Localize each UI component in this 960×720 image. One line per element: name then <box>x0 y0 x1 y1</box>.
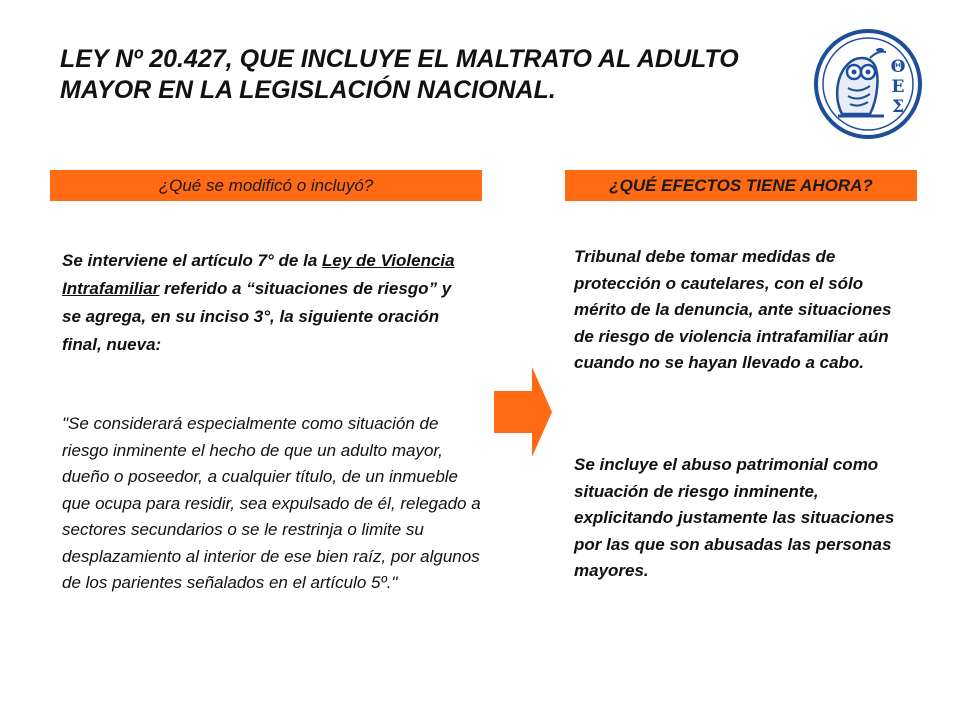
ley-violencia-intrafamiliar-link[interactable]: Ley de Violencia Intrafamiliar <box>62 251 455 298</box>
right-header-label: ¿QUÉ EFECTOS TIENE AHORA? <box>609 175 873 195</box>
owl-logo-icon <box>812 28 924 140</box>
right-paragraph-1: Tribunal debe tomar medidas de protección o cautelares, con el sólo mérito de la denuncia, ante situaciones de riesgo de violencia intrafamiliar aún cuando no se hayan llevado a cabo. <box>574 247 892 372</box>
logo-letter-sigma: Σ <box>891 97 905 117</box>
left-paragraph-1-text-b: referido a “situaciones de riesgo” y se agrega, en su inciso 3°, la siguiente oración final, nueva: <box>62 279 452 354</box>
logo-letter-theta: Θ <box>890 57 906 77</box>
left-paragraph-1-text-a: Se interviene el artículo 7° de la <box>62 251 323 270</box>
logo-letter-epsilon: Ε <box>891 77 905 97</box>
right-arrow-icon <box>494 367 552 457</box>
left-column-header <box>50 170 482 201</box>
left-paragraph-quote: "Se considerará especialmente como situación de riesgo inminente el hecho de que un adulto mayor, dueño o poseedor, a cualquier título, de un inmueble que ocupa para residir, sea expulsado de él, relegado a sectores secundarios o se le restrinja o limite su desplazamiento al interior de ese bien raíz, por algunos de los parientes señalados en el artículo 5º." <box>62 414 481 592</box>
left-paragraph-1 <box>62 247 472 359</box>
page-title: LEY Nº 20.427, QUE INCLUYE EL MALTRATO AL ADULTO MAYOR EN LA LEGISLACIÓN NACIONAL. <box>60 45 739 104</box>
right-column-header <box>565 170 917 201</box>
left-header-label: ¿Qué se modificó o incluyó? <box>158 175 374 195</box>
right-paragraph-2: Se incluye el abuso patrimonial como situación de riesgo inminente, explicitando justamente las situaciones por las que son abusadas las personas mayores. <box>574 455 895 580</box>
